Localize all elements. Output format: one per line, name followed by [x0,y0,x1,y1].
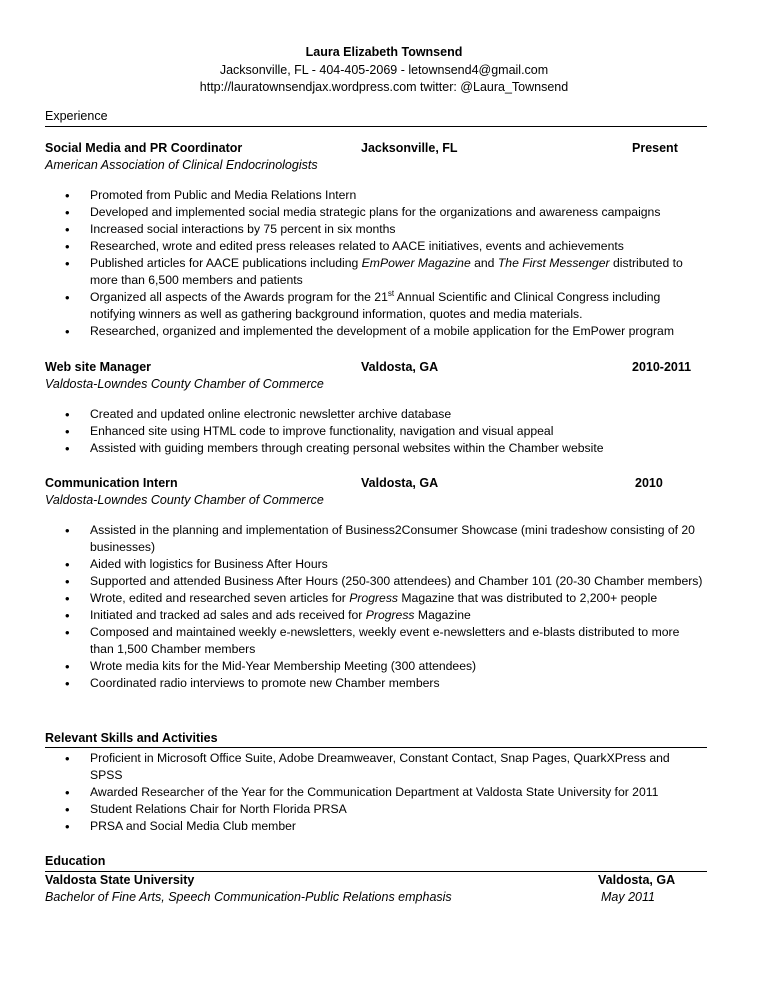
list-item: • Aided with logistics for Business After Hours [0,556,705,573]
list-item: • Enhanced site using HTML code to improve functionality, navigation and visual appeal [0,423,705,440]
list-item: • Student Relations Chair for North Florida PRSA [0,801,705,818]
list-item: • Increased social interactions by 75 percent in six months [0,221,705,238]
job-header-1 [45,140,707,157]
education-heading: Education [45,854,106,868]
job-header-3 [45,475,707,492]
education-school-row [45,872,707,889]
skills-bullets [0,750,768,835]
job-organization: Valdosta-Lowndes County Chamber of Commerce [45,493,324,507]
list-item: • Awarded Researcher of the Year for the Communication Department at Valdosta State University for 2011 [0,784,705,801]
school-location: Valdosta, GA [598,873,676,887]
job-2-bullets [0,406,768,457]
degree: Bachelor of Fine Arts, Speech Communication-Public Relations emphasis [45,890,452,904]
skills-divider [45,747,707,748]
job-dates: 2010-2011 [632,360,692,374]
job-1-bullets [0,187,768,340]
job-organization: Valdosta-Lowndes County Chamber of Commerce [45,377,324,391]
list-item: • PRSA and Social Media Club member [0,818,705,835]
list-item: • Supported and attended Business After Hours (250-300 attendees) and Chamber 101 (20-30 Chamber members) [0,573,705,590]
list-item: • Promoted from Public and Media Relations Intern [0,187,705,204]
list-item: • Proficient in Microsoft Office Suite, Adobe Dreamweaver, Constant Contact, Snap Pages, QuarkXPress and SPSS [0,750,705,784]
job-role: Social Media and PR Coordinator [45,141,243,155]
job-location: Jacksonville, FL [361,141,458,155]
list-item: • Wrote media kits for the Mid-Year Membership Meeting (300 attendees) [0,658,705,675]
list-item: • Composed and maintained weekly e-newsletters, weekly event e-newsletters and e-blasts distributed to more than 1,500 Chamber members [0,624,705,658]
job-header-2 [45,359,707,376]
education-degree-row [45,889,707,906]
list-item: • Initiated and tracked ad sales and ads received for Progress Magazine [0,607,705,624]
job-dates: 2010 [635,476,663,490]
list-item: • Wrote, edited and researched seven articles for Progress Magazine that was distributed to 2,200+ people [0,590,705,607]
list-item: • Organized all aspects of the Awards program for the 21st Annual Scientific and Clinical Congress including notifying winners as well as gathering background information, quotes and media materials. [0,289,705,323]
list-item: • Coordinated radio interviews to promote new Chamber members [0,675,705,692]
experience-heading: Experience [45,109,108,123]
list-item: • Created and updated online electronic newsletter archive database [0,406,705,423]
job-role: Communication Intern [45,476,178,490]
list-item: • Published articles for AACE publications including EmPower Magazine and The First Messenger distributed to more than 6,500 members and patients [0,255,705,289]
web-twitter-line: http://lauratownsendjax.wordpress.com twitter: @Laura_Townsend [199,80,569,94]
contact-line: Jacksonville, FL - 404-405-2069 - letownsend4@gmail.com [219,63,549,77]
school-name: Valdosta State University [45,873,195,887]
list-item: • Researched, wrote and edited press releases related to AACE initiatives, events and achievements [0,238,705,255]
job-dates: Present [632,141,678,155]
list-item: • Assisted with guiding members through creating personal websites within the Chamber website [0,440,705,457]
list-item: • Developed and implemented social media strategic plans for the organizations and awareness campaigns [0,204,705,221]
experience-divider [45,126,707,127]
list-item: • Researched, organized and implemented the development of a mobile application for the EmPower program [0,323,705,340]
graduation-date: May 2011 [601,890,655,904]
job-location: Valdosta, GA [361,476,439,490]
job-role: Web site Manager [45,360,152,374]
job-3-bullets [0,522,768,692]
job-location: Valdosta, GA [361,360,439,374]
skills-heading: Relevant Skills and Activities [45,731,218,745]
list-item: • Assisted in the planning and implementation of Business2Consumer Showcase (mini tradeshow consisting of 20 businesses) [0,522,705,556]
candidate-name: Laura Elizabeth Townsend [305,45,463,59]
job-organization: American Association of Clinical Endocrinologists [45,158,318,172]
